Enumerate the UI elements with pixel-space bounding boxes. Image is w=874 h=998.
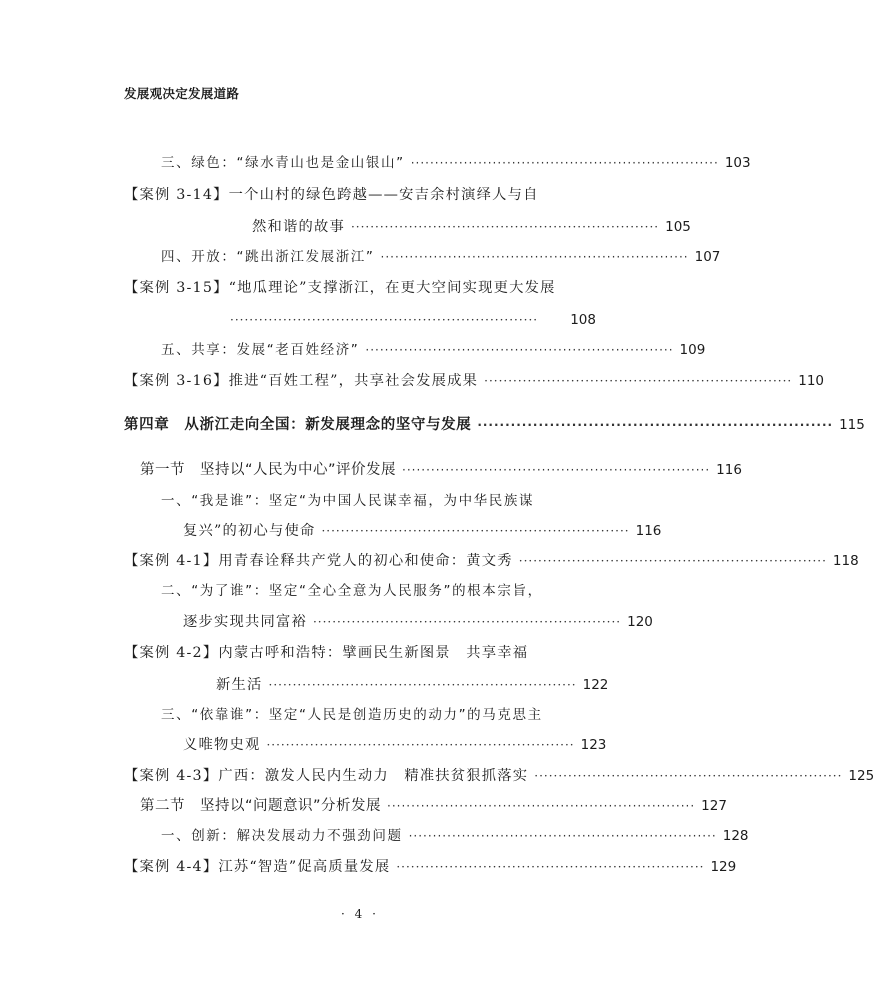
leader-dots: ································································ bbox=[268, 678, 577, 692]
leader-dots: ································································ bbox=[402, 463, 711, 477]
toc-page-number: 110 bbox=[798, 373, 825, 389]
toc-entry-text: 新生活 bbox=[216, 677, 263, 693]
toc-page-number: 108 bbox=[570, 312, 596, 328]
toc-page-number: 118 bbox=[832, 553, 859, 569]
toc-entry-text: 【案例 4-4】江苏“智造”促高质量发展 bbox=[124, 859, 391, 875]
leader-dots: ································································ bbox=[408, 829, 717, 843]
leader-dots: ································································ bbox=[534, 769, 843, 783]
toc-entry bbox=[161, 152, 751, 174]
toc-entry-text: 复兴”的初心与使命 bbox=[183, 523, 316, 539]
toc-page-number: 129 bbox=[710, 859, 737, 875]
toc-entry-text: 一、创新：解决发展动力不强劲问题 bbox=[161, 828, 403, 844]
toc-entry bbox=[124, 370, 825, 392]
toc-entry-text: 一、“我是谁”：坚定“为中国人民谋幸福，为中华民族谋 bbox=[161, 493, 535, 509]
toc-entry-text: 二、“为了谁”：坚定“全心全意为人民服务”的根本宗旨， bbox=[161, 583, 543, 599]
toc-section bbox=[140, 459, 742, 481]
toc-entry bbox=[161, 580, 596, 602]
toc-entry-text: 四、开放：“跳出浙江发展浙江” bbox=[161, 249, 375, 265]
toc-entry bbox=[161, 825, 749, 847]
toc-entry bbox=[161, 704, 596, 726]
leader-dots: ································································ bbox=[387, 799, 696, 813]
leader-dots: ································································ bbox=[230, 313, 539, 327]
toc-page-number: 107 bbox=[694, 249, 721, 265]
toc-entry-text: 【案例 3-16】推进“百姓工程”，共享社会发展成果 bbox=[124, 373, 479, 389]
leader-dots: ································································ bbox=[396, 860, 705, 874]
toc-entry bbox=[183, 734, 607, 756]
toc-entry-text: 五、共享：发展“老百姓经济” bbox=[161, 342, 360, 358]
toc-entry bbox=[124, 550, 859, 572]
toc-page-number: 115 bbox=[839, 417, 865, 433]
leader-dots: ································································ bbox=[350, 220, 660, 234]
toc-entry bbox=[161, 490, 596, 512]
leader-dots: ································································ bbox=[410, 156, 719, 170]
toc-page-number: 122 bbox=[582, 677, 609, 693]
toc-entry bbox=[124, 642, 596, 664]
toc-entry bbox=[161, 246, 721, 268]
toc-entry bbox=[161, 339, 706, 361]
toc-entry-text: 第一节 坚持以“人民为中心”评价发展 bbox=[140, 462, 397, 478]
toc-entry bbox=[124, 184, 596, 206]
toc-page-number: 109 bbox=[679, 342, 706, 358]
toc-page-number: 116 bbox=[716, 462, 742, 478]
toc-entry-text: 逐步实现共同富裕 bbox=[183, 614, 307, 630]
leader-dots: ································································ bbox=[477, 418, 834, 432]
toc-entry bbox=[124, 277, 596, 299]
leader-dots: ································································ bbox=[321, 524, 630, 538]
leader-dots: ································································ bbox=[365, 343, 674, 357]
toc-entry-text: 第二节 坚持以“问题意识”分析发展 bbox=[140, 798, 382, 814]
leader-dots: ································································ bbox=[266, 738, 575, 752]
leader-dots: ································································ bbox=[518, 554, 827, 568]
running-header: 发展观决定发展道路 bbox=[124, 86, 240, 101]
toc-entry-text: 【案例 4-3】广西：激发人民内生动力 精准扶贫狠抓落实 bbox=[124, 768, 529, 784]
toc-entry-text: 【案例 4-1】用青春诠释共产党人的初心和使命：黄文秀 bbox=[124, 553, 513, 569]
leader-dots: ································································ bbox=[380, 250, 689, 264]
toc-page-number: 116 bbox=[635, 523, 662, 539]
toc-entry-text: 【案例 3-14】一个山村的绿色跨越——安吉余村演绎人与自 bbox=[124, 187, 539, 203]
toc-entry-text: 【案例 3-15】“地瓜理论”支撑浙江，在更大空间实现更大发展 bbox=[124, 280, 556, 296]
toc-entry bbox=[252, 216, 691, 238]
toc-page-number: 123 bbox=[580, 737, 607, 753]
toc-entry bbox=[183, 520, 662, 542]
toc-entry bbox=[230, 309, 596, 331]
toc-entry bbox=[124, 765, 874, 787]
toc-entry-text: 然和谐的故事 bbox=[252, 219, 345, 235]
toc-entry-text: 三、“依靠谁”：坚定“人民是创造历史的动力”的马克思主 bbox=[161, 707, 543, 723]
toc-page-number: 125 bbox=[848, 768, 874, 784]
toc-page-number: 103 bbox=[724, 155, 751, 171]
toc-entry-text: 【案例 4-2】内蒙古呼和浩特：擘画民生新图景 共享幸福 bbox=[124, 645, 529, 661]
toc-page-number: 128 bbox=[722, 828, 749, 844]
toc-entry-text: 第四章 从浙江走向全国：新发展理念的坚守与发展 bbox=[124, 417, 472, 433]
toc-section bbox=[140, 795, 727, 817]
page-number-footer: · 4 · bbox=[341, 907, 379, 921]
leader-dots: ································································ bbox=[484, 374, 793, 388]
toc-entry-text: 三、绿色：“绿水青山也是金山银山” bbox=[161, 155, 405, 171]
toc-entry bbox=[124, 856, 737, 878]
toc-page-number: 120 bbox=[627, 614, 653, 630]
toc-page-number: 127 bbox=[701, 798, 727, 814]
toc-page-number: 105 bbox=[665, 219, 691, 235]
toc-entry bbox=[183, 611, 653, 633]
toc-chapter bbox=[124, 414, 865, 436]
leader-dots: ································································ bbox=[312, 615, 622, 629]
toc-entry bbox=[216, 674, 609, 696]
toc-entry-text: 义唯物史观 bbox=[183, 737, 261, 753]
